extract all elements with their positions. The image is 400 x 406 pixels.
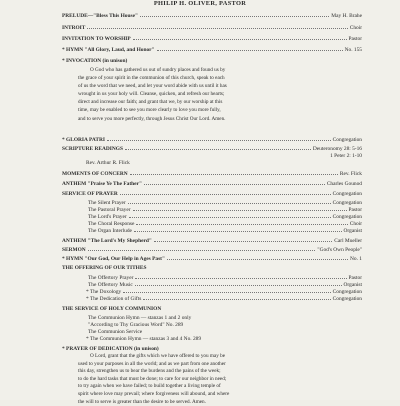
concern-value: Rev. Flick [339,171,362,177]
dedication-line: the will to serve is greater than the desire to be served. Amen. [78,398,206,405]
leader-dots [136,224,347,225]
hymn2-label: * HYMN "Our God, Our Help in Ages Past" [62,256,165,262]
leader-dots [144,184,325,185]
tithe-item-label: * The Doxology [86,289,122,295]
anthem1-label: ANTHEM "Praise Ye The Father" [62,181,142,187]
leader-dots [133,210,347,211]
gloria-label: * GLORIA PATRI [62,137,105,143]
leader-dots [134,231,342,232]
dedication-line: used to your purposes in all the world; and as we part from one another [78,360,226,367]
tithes-heading: THE OFFERING OF OUR TITHES [62,265,147,271]
prayer-item-label: The Choral Response [88,221,135,227]
introit-line [62,25,362,31]
scripture-label: SCRIPTURE READINGS [62,146,123,152]
leader-dots [130,174,338,175]
hymn2-line [62,256,362,262]
hymn1-label: * HYMN "All Glory, Laud, and Honor" [62,47,155,53]
communion-heading: THE SERVICE OF HOLY COMMUNION [62,306,162,312]
communion-item: The Communion Hymn — stanzas 1 and 2 only [88,315,192,321]
leader-dots [87,28,347,29]
leader-dots [167,259,348,260]
dedication-line: O Lord, grant that the gifts which we have offered to you may be [90,353,226,359]
dedication-text [78,353,366,406]
dedication-line: to do the hard tasks that must be done; to care for our neighbor in need; [78,375,227,382]
invocation-line: the grace of your spirit in the communion of this church, speak to each [78,75,225,82]
leader-dots [128,203,331,204]
dedication-line: spirit where love may prevail; where forgiveness will abound, and where [78,390,230,397]
leader-dots [88,250,316,251]
introit-label: INTROIT [62,25,86,31]
invocation-heading: * INVOCATION (in unison) [62,58,128,64]
communion-item: The Communion Service [88,329,143,335]
tithe-item-value: Congregation [332,289,362,295]
prayer-item [88,228,362,234]
introit-value: Choir [349,25,362,31]
prayer-item-value: Pastor [348,207,362,213]
reader-name: Rev. Arthur R. Flick [86,160,130,166]
prayer-item-value: Congregation [332,200,362,206]
communion-item: * The Communion Hymn — stanzas 3 and 4 No. 289 [86,336,202,342]
concern-label: MOMENTS OF CONCERN [62,171,128,177]
sermon-line [62,247,362,253]
pastor-header: PHILIP H. OLIVER, PASTOR [153,0,247,7]
scripture-line [62,146,362,152]
sermon-label: SERMON [62,247,86,253]
leader-dots [143,299,330,300]
prayer-item-label: The Lord's Prayer [88,214,127,220]
invitation-line [62,36,362,42]
prayer-item-value: Congregation [332,214,362,220]
invocation-line: of us the word that we need, and let your word abide with us until it has [78,83,227,90]
prayer-service-line [62,191,362,197]
invitation-value: Pastor [348,36,362,42]
tithe-item-value: Organist [343,282,362,288]
leader-dots [135,278,346,279]
tithe-item-label: The Offertory Music [88,282,133,288]
prayer-item [88,207,362,213]
anthem2-line [62,238,362,244]
tithe-item [86,296,362,302]
prayer-item [88,221,362,227]
prayer-item-value: Choir [349,221,362,227]
leader-dots [140,16,329,17]
concern-line [62,171,362,177]
leader-dots [135,285,342,286]
hymn2-value: No. 1 [350,256,362,262]
scripture-value-2: 1 Peter 2: 1-10 [330,153,362,159]
gloria-line [62,137,362,143]
prelude-line [62,13,362,19]
tithe-item-label: * The Dedication of Gifts [86,296,142,302]
dedication-heading: * PRAYER OF DEDICATION (in unison) [62,346,159,352]
prayer-item-label: The Pastoral Prayer [88,207,131,213]
invocation-text [78,66,366,123]
invocation-line: time, may be enabled to see you more clearly to love you more fully, [78,107,221,114]
prayer-item-label: The Organ Interlude [88,228,132,234]
invitation-label: INVITATION TO WORSHIP [62,36,131,42]
prayer-item [88,200,362,206]
invocation-line: direct and increase our faith; and grant that we, by our worship at this [78,99,223,106]
leader-dots [125,149,311,150]
communion-item: "According to Thy Gracious Word" No. 289 [88,322,184,328]
gloria-value: Congregation [332,137,362,143]
tithe-item [88,275,362,281]
scripture-value: Deuteronomy 28: 5-16 [312,146,362,152]
invocation-line: O God who has gathered us out of sundry places and found us by [90,67,226,73]
leader-dots [120,194,331,195]
hymn1-line [62,47,362,53]
prelude-value: May H. Brahe [331,13,362,19]
leader-dots [154,241,332,242]
leader-dots [123,292,330,293]
invocation-line: and to serve you more perfectly, through Jesus Christ Our Lord. Amen. [78,115,226,122]
anthem1-value: Charles Gounod [326,181,362,187]
tithe-item [86,289,362,295]
prayer-item [88,214,362,220]
dedication-line: this day, strengthen us to bear the burdens and the pains of the week; [78,368,221,375]
tithe-item [88,282,362,288]
hymn1-value: No. 155 [344,47,362,53]
prelude-label: PRELUDE—"Bless This House" [62,13,138,19]
tithe-item-value: Pastor [348,275,362,281]
leader-dots [129,217,331,218]
prayer-item-label: The Silent Prayer [88,200,126,206]
leader-dots [133,39,347,40]
prayer-service-label: SERVICE OF PRAYER [62,191,118,197]
prayer-service-value: Congregation [332,191,362,197]
leader-dots [157,50,343,51]
sermon-title: "God's Own People" [317,247,362,253]
tithe-item-label: The Offertory Prayer [88,275,134,281]
leader-dots [107,140,331,141]
tithe-item-value: Congregation [332,296,362,302]
dedication-line: to try again when we have failed; to build together a living temple of [78,383,221,390]
prayer-item-value: Organist [343,228,362,234]
anthem2-label: ANTHEM "The Lord's My Shepherd" [62,238,152,244]
invocation-line: wrought in us your holy will. Cleanse, quicken, and refresh our hearts; [78,91,225,98]
anthem1-line [62,181,362,187]
anthem2-value: Carl Mueller [334,238,362,244]
